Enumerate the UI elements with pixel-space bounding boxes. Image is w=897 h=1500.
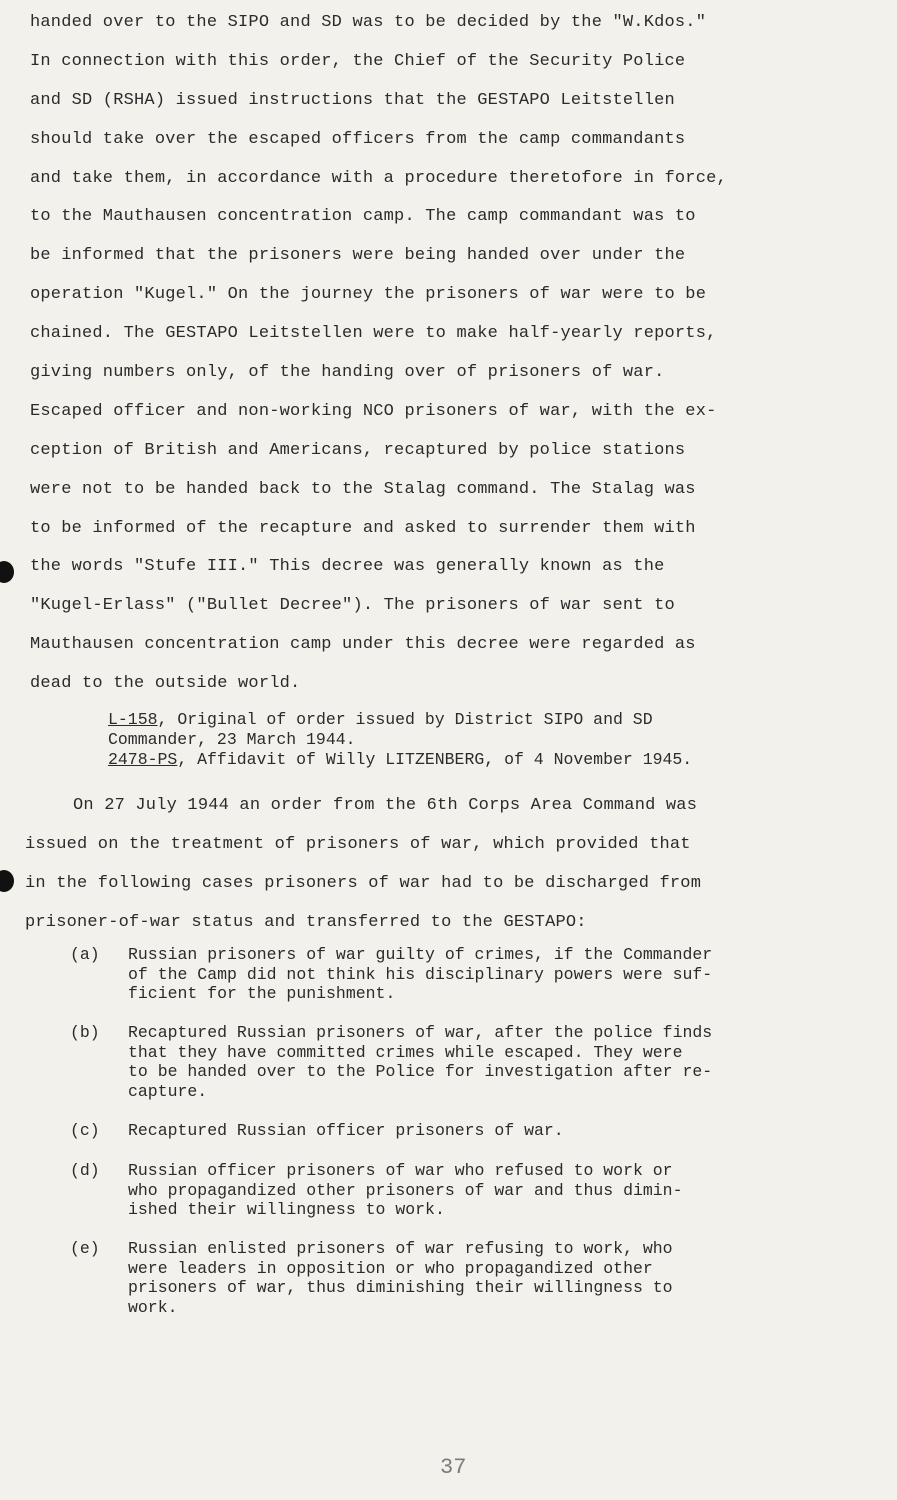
- text-line: that they have committed crimes while escaped. They were: [128, 1042, 683, 1062]
- text-line: ished their willingness to work.: [128, 1200, 445, 1219]
- citation-text: , Original of order issued by District SIPO and SD: [157, 710, 653, 729]
- text-line: Recaptured Russian officer prisoners of war.: [128, 1121, 564, 1140]
- paragraph-1: [30, 4, 830, 704]
- paragraph-2: [25, 787, 855, 943]
- text-line: and take them, in accordance with a procedure theretofore in force,: [30, 168, 727, 188]
- list-item-letter: (a): [70, 945, 100, 964]
- citation-ref: 2478-PS: [108, 750, 178, 769]
- text-line: ficient for the punishment.: [128, 984, 396, 1003]
- text-line: operation "Kugel." On the journey the prisoners of war were to be: [30, 285, 707, 305]
- text-line: Russian officer prisoners of war who refused to work or: [128, 1161, 673, 1180]
- list-item-letter: (d): [70, 1161, 100, 1180]
- citations: [108, 710, 848, 772]
- text-line: Russian enlisted prisoners of war refusing to work, who: [128, 1239, 673, 1258]
- list-item-text: [128, 1023, 828, 1101]
- list-item-text: [128, 1161, 828, 1220]
- text-line: Escaped officer and non-working NCO prisoners of war, with the ex-: [30, 401, 717, 421]
- text-line: and SD (RSHA) issued instructions that the GESTAPO Leitstellen: [30, 90, 675, 110]
- text-line: should take over the escaped officers from the camp commandants: [30, 129, 686, 149]
- citation-text: , Affidavit of Willy LITZENBERG, of 4 November 1945.: [177, 750, 693, 769]
- list-item-text: [128, 945, 828, 1004]
- text-line: giving numbers only, of the handing over of prisoners of war.: [30, 363, 665, 383]
- text-line: On 27 July 1944 an order from the 6th Corps Area Command was: [73, 796, 698, 815]
- text-line: to be informed of the recapture and asked to surrender them with: [30, 518, 696, 538]
- list-item-letter: (c): [70, 1121, 100, 1140]
- text-line: to the Mauthausen concentration camp. The camp commandant was to: [30, 207, 696, 227]
- text-line: issued on the treatment of prisoners of war, which provided that: [25, 834, 691, 854]
- text-line: who propagandized other prisoners of war and thus dimin-: [128, 1180, 683, 1200]
- list-item-letter: (e): [70, 1239, 100, 1258]
- text-line: of the Camp did not think his disciplinary powers were suf-: [128, 964, 713, 984]
- text-line: ception of British and Americans, recaptured by police stations: [30, 440, 686, 460]
- text-line: capture.: [128, 1081, 208, 1101]
- text-line: the words "Stufe III." This decree was generally known as the: [30, 557, 665, 577]
- citation-1-continued: Commander, 23 March 1944.: [108, 730, 356, 749]
- text-line: Russian prisoners of war guilty of crimes, if the Commander: [128, 945, 713, 964]
- citation-2: [108, 750, 848, 772]
- text-line: prisoners of war, thus diminishing their willingness to: [128, 1278, 673, 1297]
- text-line: Recaptured Russian prisoners of war, after the police finds: [128, 1023, 713, 1042]
- text-line: prisoner-of-war status and transferred to the GESTAPO:: [25, 912, 587, 932]
- text-line: "Kugel-Erlass" ("Bullet Decree"). The prisoners of war sent to: [30, 596, 675, 616]
- citation-1: [108, 710, 848, 730]
- text-line: work.: [128, 1297, 178, 1317]
- text-line: in the following cases prisoners of war had to be discharged from: [25, 873, 702, 893]
- text-line: Mauthausen concentration camp under this decree were regarded as: [30, 635, 696, 655]
- text-line: handed over to the SIPO and SD was to be decided by the "W.Kdos.": [30, 13, 707, 32]
- list-item-text: [128, 1239, 828, 1317]
- punch-hole: [0, 870, 14, 892]
- text-line: to be handed over to the Police for investigation after re-: [128, 1062, 713, 1081]
- page-number: 37: [440, 1455, 467, 1480]
- text-line: In connection with this order, the Chief of the Security Police: [30, 51, 686, 71]
- text-line: be informed that the prisoners were being handed over under the: [30, 246, 686, 266]
- punch-hole: [0, 561, 14, 583]
- text-line: dead to the outside world.: [30, 674, 301, 694]
- citation-ref: L-158: [108, 710, 158, 729]
- list-item-letter: (b): [70, 1023, 100, 1042]
- text-line: were leaders in opposition or who propagandized other: [128, 1258, 653, 1278]
- text-line: chained. The GESTAPO Leitstellen were to make half-yearly reports,: [30, 324, 717, 344]
- text-line: were not to be handed back to the Stalag command. The Stalag was: [30, 479, 696, 499]
- list-item-text: [128, 1121, 828, 1141]
